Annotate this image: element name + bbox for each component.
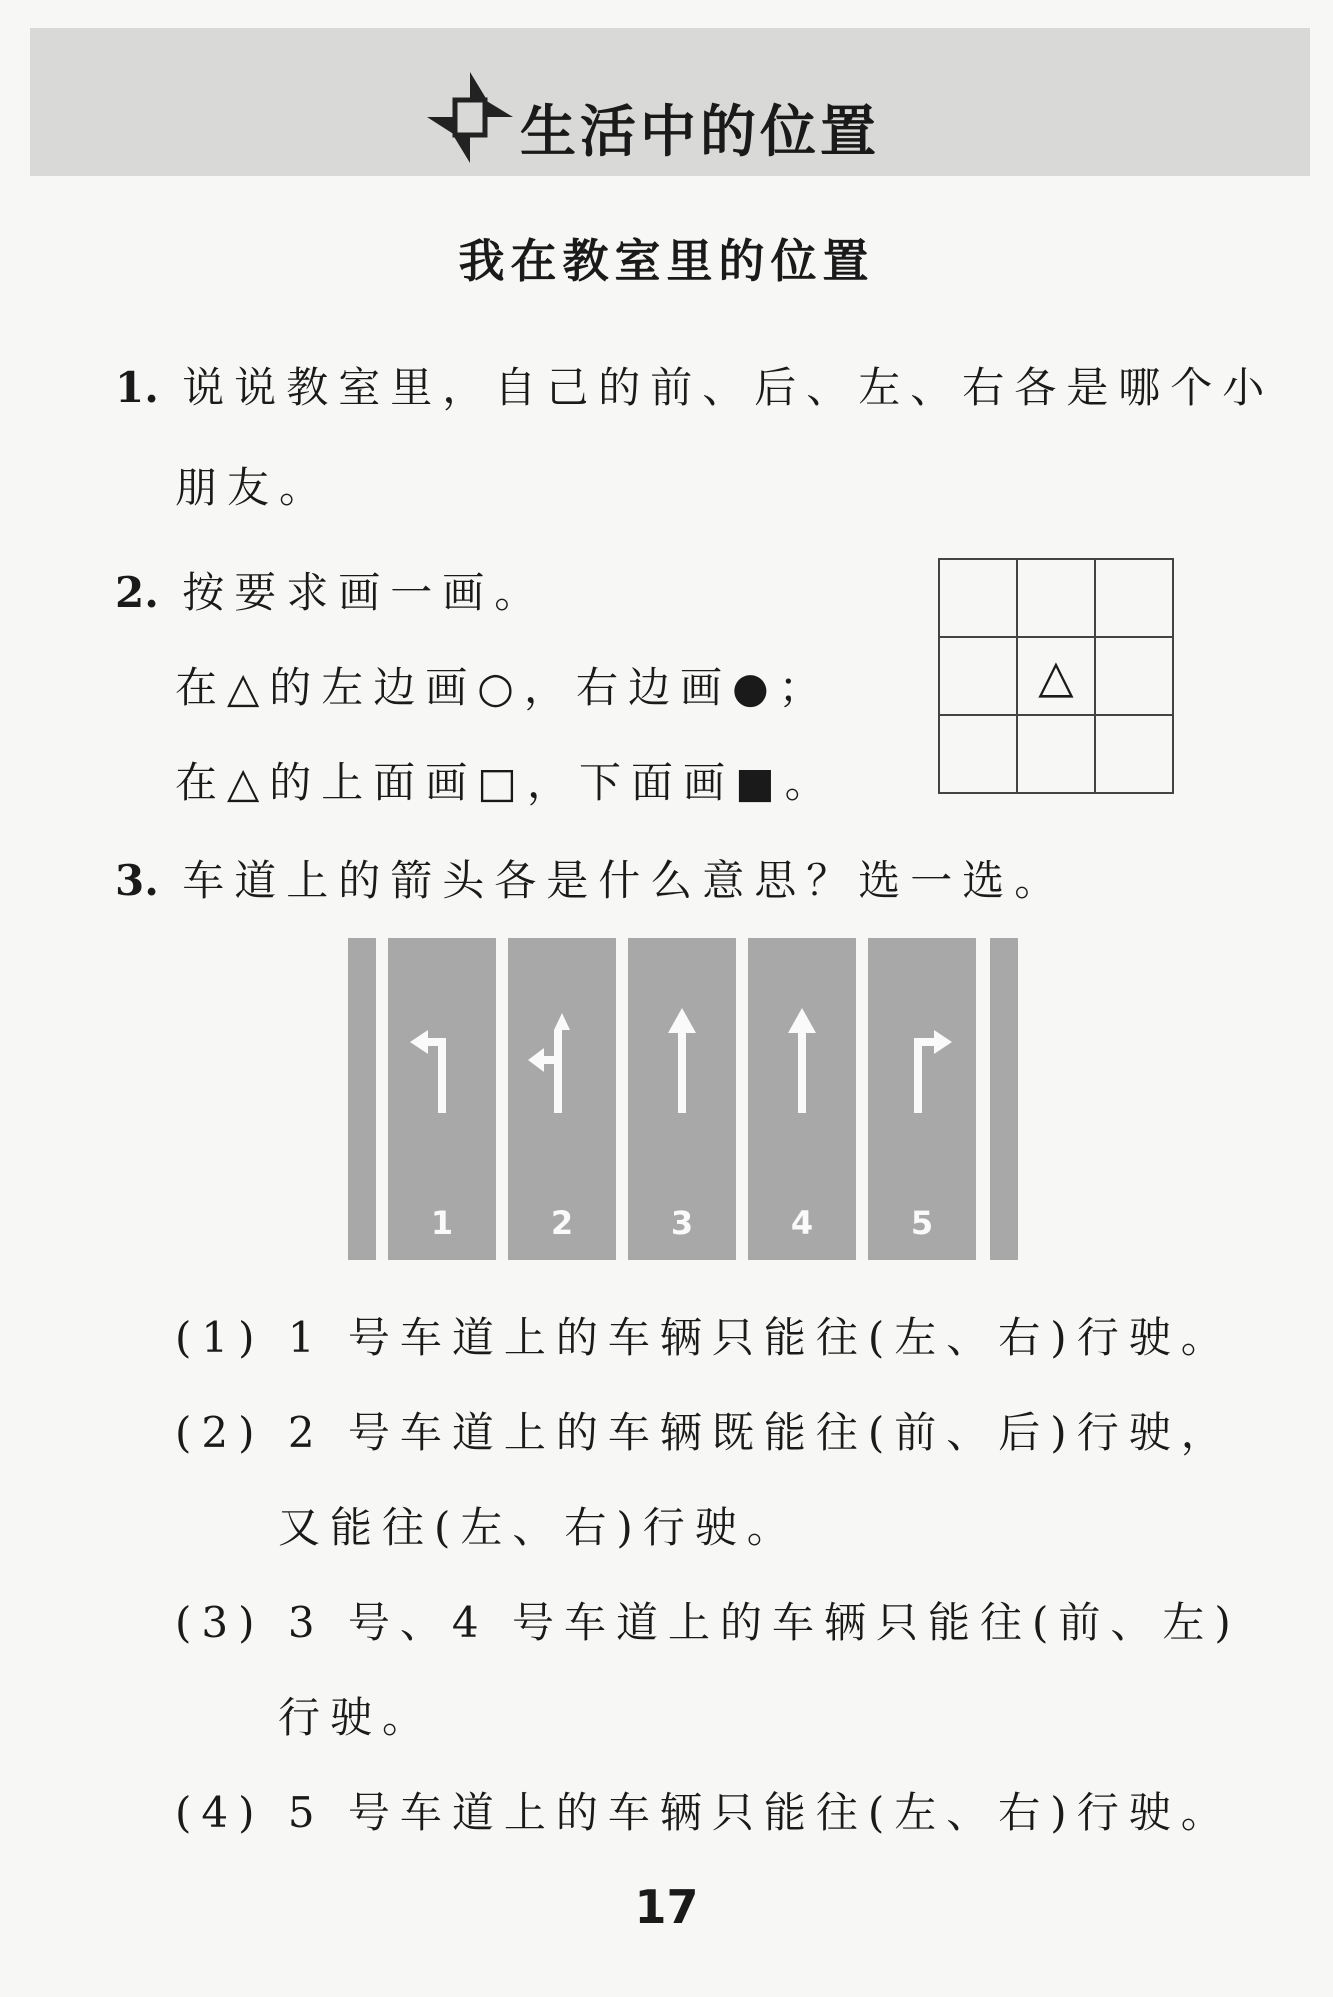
sub-question-2: (2) 2 号车道上的车辆既能往(前、后)行驶， bbox=[175, 1408, 1233, 1457]
grid-cell[interactable] bbox=[940, 560, 1018, 638]
lane-3 bbox=[628, 938, 736, 1260]
lane-number: 5 bbox=[910, 1204, 934, 1242]
sub-question-3-line-2: 行驶。 bbox=[278, 1693, 435, 1742]
section-title: 我在教室里的位置 bbox=[458, 234, 875, 288]
grid-cell[interactable] bbox=[940, 716, 1018, 794]
sub-question-4: (4) 5 号车道上的车辆只能往(左、右)行驶。 bbox=[175, 1788, 1233, 1837]
question-1 bbox=[115, 355, 1274, 415]
question-1-line-2: 朋友。 bbox=[175, 463, 332, 512]
question-3-text: 车道上的箭头各是什么意思？选一选。 bbox=[182, 856, 1067, 905]
question-2-instruction-2: 在△的上面画□，下面画■。 bbox=[175, 758, 837, 807]
question-number: 1. bbox=[115, 363, 159, 412]
question-3 bbox=[115, 848, 1066, 908]
grid-cell[interactable] bbox=[1096, 560, 1174, 638]
lane-number: 3 bbox=[670, 1204, 694, 1242]
lane-4 bbox=[748, 938, 856, 1260]
question-1-text: 说说教室里，自己的前、后、左、右各是哪个小 bbox=[182, 363, 1275, 412]
sub-question-2-line-2: 又能往(左、右)行驶。 bbox=[278, 1503, 799, 1552]
grid-cell-center bbox=[1018, 638, 1096, 716]
lane-number: 1 bbox=[430, 1204, 454, 1242]
lane-1 bbox=[388, 938, 496, 1260]
chapter-title: 生活中的位置 bbox=[520, 100, 880, 165]
sub-question-1: (1) 1 号车道上的车辆只能往(左、右)行驶。 bbox=[175, 1313, 1233, 1362]
triangle-icon: △ bbox=[1038, 649, 1074, 703]
grid-cell[interactable] bbox=[1018, 560, 1096, 638]
grid-cell[interactable] bbox=[940, 638, 1018, 716]
road-lanes-illustration bbox=[348, 938, 1018, 1260]
question-2 bbox=[115, 560, 546, 620]
pinwheel-logo-icon bbox=[425, 70, 515, 165]
grid-cell[interactable] bbox=[1096, 638, 1174, 716]
grid-cell[interactable] bbox=[1018, 716, 1096, 794]
question-2-text: 按要求画一画。 bbox=[182, 568, 547, 617]
lane-number: 2 bbox=[550, 1204, 574, 1242]
lane-5 bbox=[868, 938, 976, 1260]
lane-2 bbox=[508, 938, 616, 1260]
question-2-instruction-1: 在△的左边画○，右边画●； bbox=[175, 663, 831, 712]
question-number: 3. bbox=[115, 856, 159, 905]
lane-number: 4 bbox=[790, 1204, 814, 1242]
question-number: 2. bbox=[115, 568, 159, 617]
grid-cell[interactable] bbox=[1096, 716, 1174, 794]
sub-question-3: (3) 3 号、4 号车道上的车辆只能往(前、左) bbox=[175, 1598, 1241, 1647]
drawing-grid[interactable] bbox=[938, 558, 1174, 794]
page-number: 17 bbox=[634, 1880, 699, 1934]
